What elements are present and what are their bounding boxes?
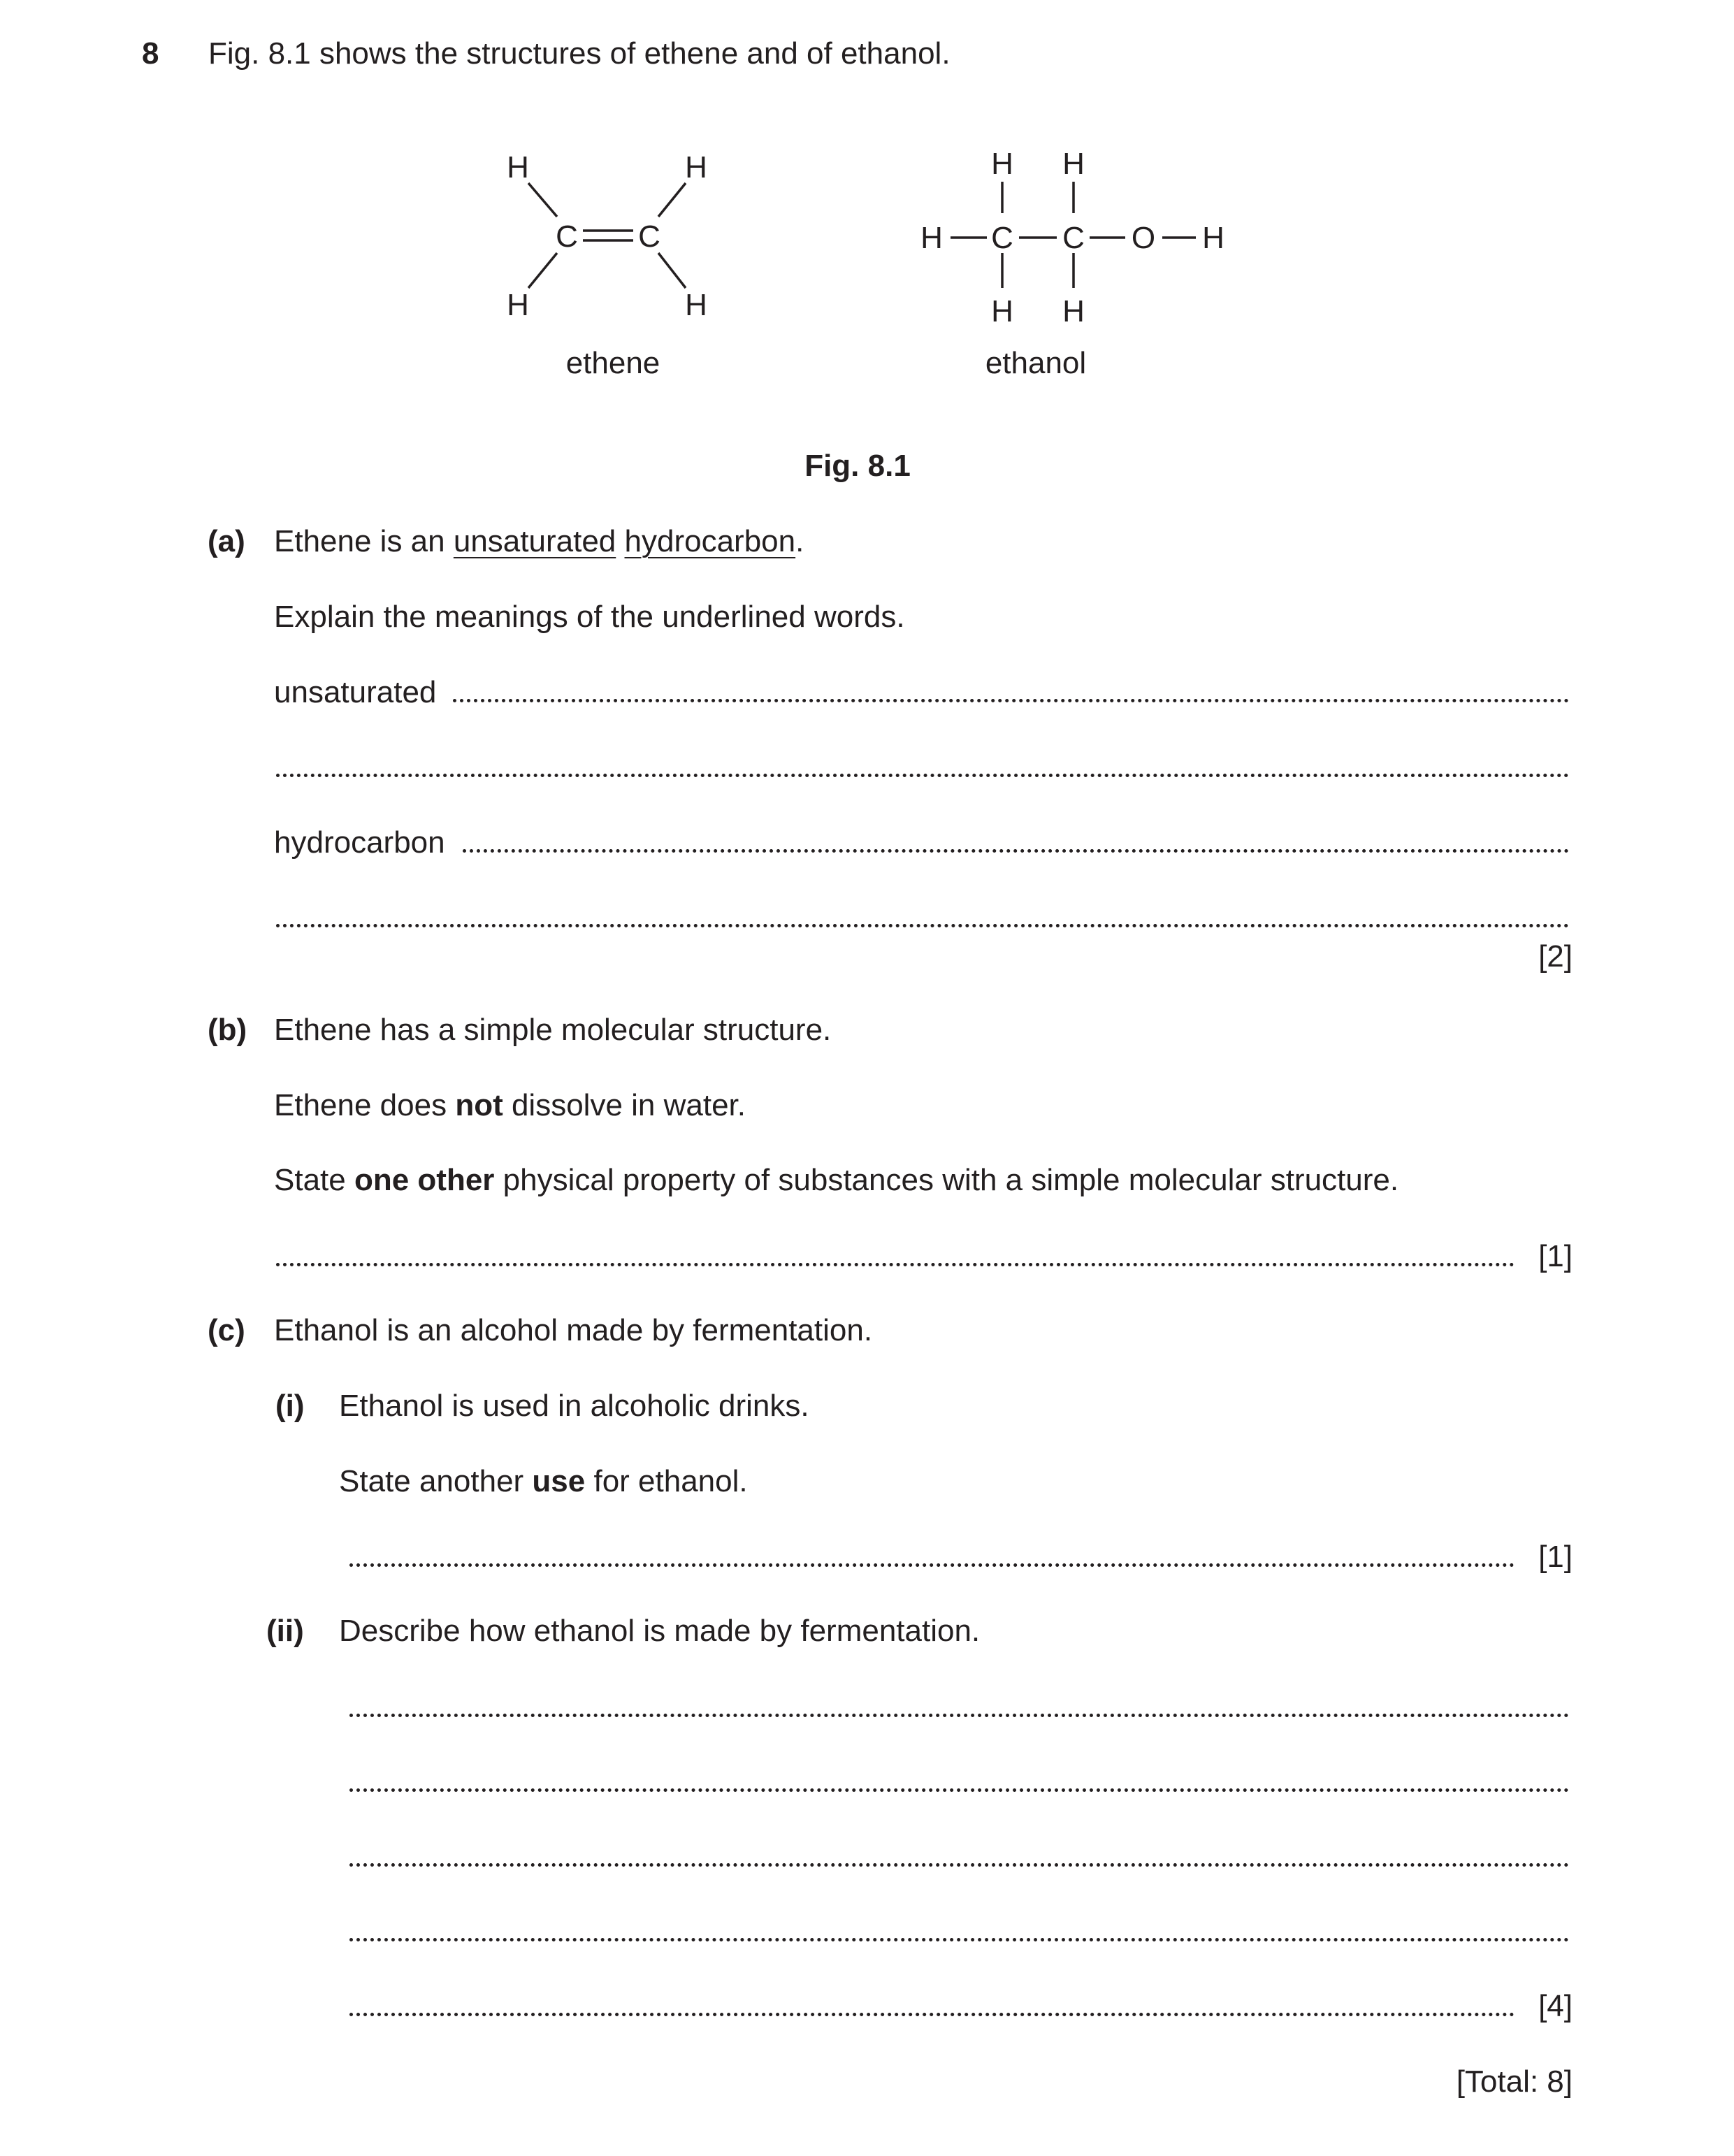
part-b-line-2-post: dissolve in water. xyxy=(503,1088,746,1122)
answer-line-part-b[interactable] xyxy=(276,1263,1515,1266)
part-c-ii-label: (ii) xyxy=(266,1614,304,1648)
question-number: 8 xyxy=(142,36,159,71)
ethene-h-bottom-left: H xyxy=(507,288,529,322)
ethanol-oxygen: O xyxy=(1131,221,1156,255)
ethene-structure xyxy=(507,150,707,322)
part-c-i-line-2-pre: State another xyxy=(339,1464,533,1498)
ethanol-structure xyxy=(920,147,1224,328)
part-b-not: not xyxy=(455,1088,503,1122)
answer-line-unsaturated-2[interactable] xyxy=(276,774,1569,777)
ethanol-h-right: H xyxy=(1202,221,1224,255)
answer-line-part-c-ii-5[interactable] xyxy=(349,2013,1515,2016)
part-c-ii-stem: Describe how ethanol is made by fermentation. xyxy=(339,1614,981,1648)
part-c-stem: Ethanol is an alcohol made by fermentation. xyxy=(274,1313,873,1347)
marks-part-c-i: [1] xyxy=(1538,1540,1573,1574)
ethene-carbon-right: C xyxy=(638,219,660,254)
part-c-label: (c) xyxy=(208,1313,245,1347)
part-b-label: (b) xyxy=(208,1013,247,1047)
part-b-line-3-post: physical property of substances with a simple molecular structure. xyxy=(494,1163,1399,1197)
answer-line-hydrocarbon-2[interactable] xyxy=(276,924,1569,927)
ethanol-carbon-1: C xyxy=(991,221,1013,255)
ethene-label: ethene xyxy=(565,346,660,380)
total-marks: [Total: 8] xyxy=(1456,2064,1573,2099)
answer-line-unsaturated-1[interactable] xyxy=(453,699,1569,702)
answer-line-part-c-ii-3[interactable] xyxy=(349,1863,1569,1867)
part-c-i-label: (i) xyxy=(275,1389,305,1423)
part-b-line-1: Ethene has a simple molecular structure. xyxy=(274,1013,832,1047)
question-intro: Fig. 8.1 shows the structures of ethene and of ethanol. xyxy=(208,36,951,71)
part-c-i-line-2 xyxy=(339,1466,748,1497)
part-b-one-other: one other xyxy=(354,1163,495,1197)
answer-line-hydrocarbon-1[interactable] xyxy=(463,849,1569,853)
ethene-carbon-left: C xyxy=(556,219,578,254)
answer-line-part-c-ii-1[interactable] xyxy=(349,1714,1569,1717)
part-c-i-use: use xyxy=(532,1464,586,1498)
answer-label-unsaturated: unsaturated xyxy=(274,675,437,709)
part-a-instruction: Explain the meanings of the underlined words. xyxy=(274,600,905,634)
underlined-unsaturated: unsaturated xyxy=(453,524,616,558)
ethene-bonds xyxy=(528,183,686,288)
ethene-h-top-left: H xyxy=(507,150,529,185)
answer-label-hydrocarbon: hydrocarbon xyxy=(274,825,445,860)
part-a-stem-pre: Ethene is an xyxy=(274,524,454,558)
answer-line-part-c-i[interactable] xyxy=(349,1563,1515,1567)
ethanol-h-bottom-2: H xyxy=(1062,294,1085,328)
ethanol-carbon-2: C xyxy=(1062,221,1085,255)
part-b-line-2-pre: Ethene does xyxy=(274,1088,456,1122)
answer-line-part-c-ii-2[interactable] xyxy=(349,1788,1569,1792)
ethanol-label: ethanol xyxy=(985,346,1087,380)
ethanol-h-left: H xyxy=(920,221,943,255)
figure-caption: Fig. 8.1 xyxy=(804,449,911,483)
part-a-space xyxy=(616,524,624,558)
part-a-stem xyxy=(274,526,804,557)
marks-part-b: [1] xyxy=(1538,1239,1573,1273)
part-a-label: (a) xyxy=(208,524,245,558)
answer-line-part-c-ii-4[interactable] xyxy=(349,1938,1569,1941)
ethanol-h-bottom-1: H xyxy=(991,294,1013,328)
part-c-i-line-2-post: for ethanol. xyxy=(585,1464,748,1498)
ethanol-h-top-1: H xyxy=(991,147,1013,181)
ethene-h-bottom-right: H xyxy=(685,288,707,322)
marks-part-a: [2] xyxy=(1538,939,1573,974)
ethanol-h-top-2: H xyxy=(1062,147,1085,181)
part-b-line-2 xyxy=(274,1090,746,1121)
underlined-hydrocarbon: hydrocarbon xyxy=(624,524,796,558)
figure-8-1 xyxy=(0,105,1734,538)
part-c-i-line-1: Ethanol is used in alcoholic drinks. xyxy=(339,1389,809,1423)
ethene-h-top-right: H xyxy=(685,150,707,185)
part-b-line-3-pre: State xyxy=(274,1163,354,1197)
marks-part-c-ii: [4] xyxy=(1538,1989,1573,2023)
part-a-stem-post: . xyxy=(795,524,804,558)
part-b-line-3 xyxy=(274,1165,1399,1196)
